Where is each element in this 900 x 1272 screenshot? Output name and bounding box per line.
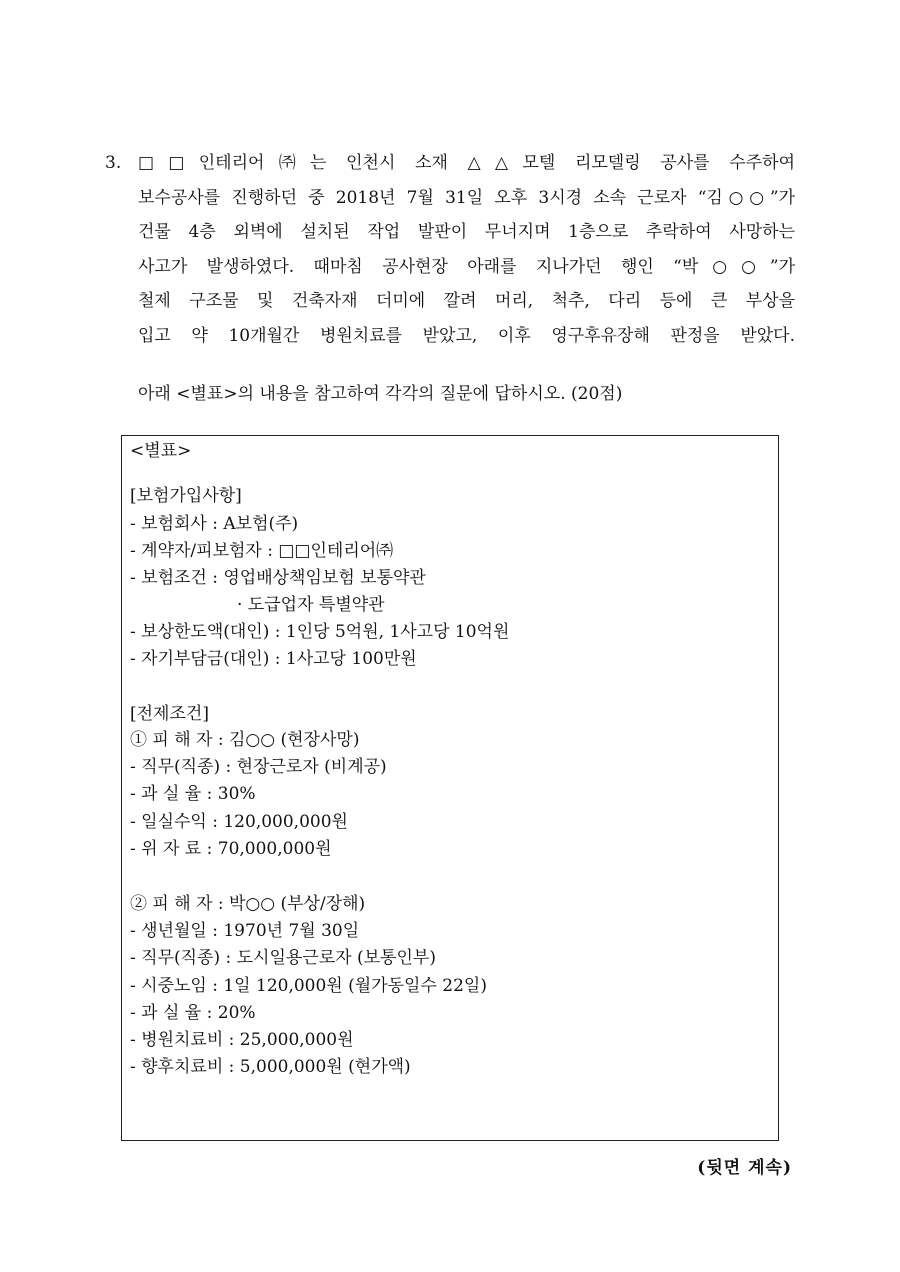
policyholder-line: - 계약자/피보험자 : □□인테리어㈜	[130, 541, 394, 561]
question-text-line: 건물 4층 외벽에 설치된 작업 발판이 무너지며 1층으로 추락하여 사망하는	[138, 222, 795, 242]
continue-notice: (뒷면 계속)	[697, 1158, 792, 1178]
victim2-detail-line: - 향후치료비 : 5,000,000원 (현가액)	[130, 1057, 411, 1077]
victim1-detail-line: - 직무(직종) : 현장근로자 (비계공)	[130, 757, 387, 777]
question-text-line: 사고가 발생하였다. 때마침 공사현장 아래를 지나가던 행인 “박○○”가	[138, 256, 795, 277]
table-title: <별표>	[130, 441, 192, 461]
insurance-terms-line: - 보험조건 : 영업배상책임보험 보통약관	[130, 568, 426, 588]
question-instruction: 아래 <별표>의 내용을 참고하여 각각의 질문에 답하시오. (20점)	[138, 384, 623, 404]
question-text-line: 보수공사를 진행하던 중 2018년 7월 31일 오후 3시경 소속 근로자 “김○○”가	[138, 187, 795, 208]
attachment-table	[121, 435, 779, 1141]
victim2-detail-line: - 과 실 율 : 20%	[130, 1003, 256, 1023]
victim2-detail-line: - 병원치료비 : 25,000,000원	[130, 1030, 354, 1050]
victim1-detail-line: - 과 실 율 : 30%	[130, 784, 256, 804]
victim1-detail-line: - 위 자 료 : 70,000,000원	[130, 839, 332, 859]
conditions-section-header: [전제조건]	[130, 704, 209, 724]
victim2-detail-line: - 직무(직종) : 도시일용근로자 (보통인부)	[130, 948, 436, 968]
question-text-line: □□인테리어㈜는 인천시 소재 △△모텔 리모델링 공사를 수주하여	[138, 153, 795, 173]
question-number: 3.	[105, 153, 122, 173]
insurance-company-line: - 보험회사 : A보험(주)	[130, 514, 299, 534]
question-block	[105, 146, 795, 353]
victim1-detail-line: - 일실수익 : 120,000,000원	[130, 812, 348, 832]
coverage-limit-line: - 보상한도액(대인) : 1인당 5억원, 1사고당 10억원	[130, 622, 510, 642]
victim2-name-line: ② 피 해 자 : 박○○ (부상/장해)	[130, 894, 366, 914]
insurance-section-header: [보험가입사항]	[130, 486, 242, 506]
victim2-detail-line: - 시중노임 : 1일 120,000원 (월가동일수 22일)	[130, 976, 487, 996]
insurance-terms-sub-line: · 도급업자 특별약관	[237, 595, 385, 615]
question-text-line: 입고 약 10개월간 병원치료를 받았고, 이후 영구후유장해 판정을 받았다.	[138, 325, 795, 346]
deductible-line: - 자기부담금(대인) : 1사고당 100만원	[130, 649, 417, 669]
question-text-line: 철제 구조물 및 건축자재 더미에 깔려 머리, 척추, 다리 등에 큰 부상을	[138, 291, 795, 311]
victim2-detail-line: - 생년월일 : 1970년 7월 30일	[130, 921, 360, 941]
victim1-name-line: ① 피 해 자 : 김○○ (현장사망)	[130, 730, 360, 750]
